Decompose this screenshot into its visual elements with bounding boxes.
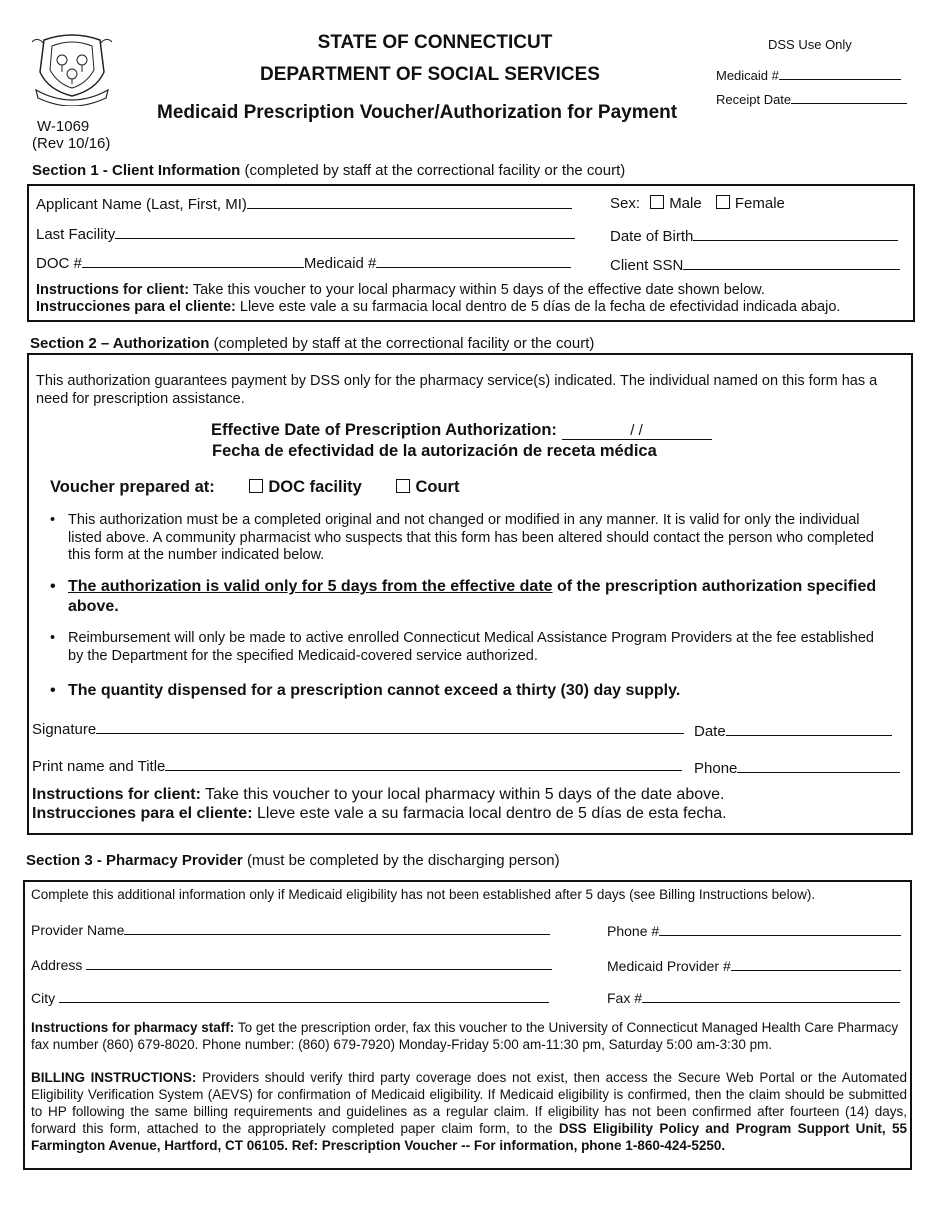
section2-subtitle: (completed by staff at the correctional facility or the court): [213, 335, 595, 352]
dss-medicaid-line[interactable]: [779, 65, 901, 80]
provider-name-label: Provider Name: [31, 922, 125, 938]
female-checkbox[interactable]: [716, 195, 730, 209]
instr2-en-text: Take this voucher to your local pharmacy within 5 days of the date above.: [205, 786, 725, 803]
phone-line[interactable]: [737, 758, 900, 773]
receipt-date-line[interactable]: [791, 89, 907, 104]
billing-instructions-contact: DSS Eligibility Policy and Program Support Unit, 55 Farmington Avenue, Hartford, CT 06105. Ref: Prescription Voucher -- For information, phone 1-860-424-5250.: [31, 1121, 907, 1153]
city-label: City: [31, 990, 56, 1006]
print-name-line[interactable]: [165, 756, 682, 771]
bullet-icon: •: [50, 630, 56, 646]
bullet-quantity: [50, 681, 890, 701]
section2-intro: This authorization guarantees payment by DSS only for the pharmacy service(s) indicated. The individual named on this form has a need for prescription assistance.: [36, 373, 878, 407]
print-name-label: Print name and Title: [32, 758, 166, 775]
form-number: W-1069: [37, 118, 90, 135]
male-checkbox[interactable]: [650, 195, 664, 209]
instr-en-label: Instructions for client:: [36, 282, 190, 298]
voucher-prepared-row: [50, 478, 459, 497]
section1-subtitle: (completed by staff at the correctional facility or the court): [244, 162, 626, 179]
medicaid-provider-field[interactable]: [607, 956, 901, 974]
phone-field[interactable]: [694, 758, 900, 777]
female-label: Female: [734, 195, 785, 212]
section3-title: Section 3 - Pharmacy Provider: [26, 852, 243, 869]
section3-intro: Complete this additional information only if Medicaid eligibility has not been established after 5 days (see Billing Instructions below).: [31, 887, 816, 902]
dss-use-only: DSS Use Only: [768, 37, 852, 52]
section2-title: Section 2 – Authorization: [30, 335, 210, 352]
dss-medicaid-label: Medicaid #: [716, 68, 779, 83]
voucher-prepared-label: Voucher prepared at:: [50, 478, 215, 496]
form-revision: (Rev 10/16): [32, 135, 111, 152]
doc-facility-label: DOC facility: [268, 478, 362, 496]
bullet-icon: •: [50, 512, 56, 528]
pharmacy-instructions-text: To get the prescription order, fax this voucher to the University of Connecticut Managed Health Care Pharmacy fax number (860) 679-8020. Phone number: (860) 679-7920) Monday-Friday 5:00 am-11:30 pm, Saturday 5:00 am-3:30 pm.: [31, 1020, 899, 1052]
provider-phone-field[interactable]: [607, 921, 901, 939]
section2-instructions-en: [32, 786, 724, 804]
instr-en-text: Take this voucher to your local pharmacy within 5 days of the effective date shown below.: [192, 282, 765, 298]
receipt-date-field[interactable]: [716, 89, 907, 107]
dss-medicaid-field[interactable]: [716, 65, 901, 83]
dob-label: Date of Birth: [610, 228, 694, 245]
section1-heading: [32, 162, 625, 179]
section3-heading: [26, 852, 560, 869]
provider-name-line[interactable]: [124, 920, 550, 935]
bullet-validity-rest: of the prescription authorization specified above.: [68, 578, 877, 615]
section2-instructions-es: [32, 805, 727, 823]
effective-date-field[interactable]: [211, 421, 712, 440]
receipt-date-label: Receipt Date: [716, 92, 792, 107]
signature-date-line[interactable]: [726, 721, 892, 736]
medicaid-provider-line[interactable]: [731, 956, 901, 971]
sex-field: [610, 195, 785, 212]
section1-instructions-es: [36, 299, 840, 315]
last-facility-label: Last Facility: [36, 226, 116, 243]
provider-phone-label: Phone #: [607, 923, 660, 939]
instr2-es-label: Instrucciones para el cliente:: [32, 805, 253, 822]
print-name-field[interactable]: [32, 756, 682, 775]
instr2-en-label: Instructions for client:: [32, 786, 201, 803]
fax-line[interactable]: [642, 988, 900, 1003]
fax-label: Fax #: [607, 990, 643, 1006]
section3-subtitle: (must be completed by the discharging person): [246, 852, 560, 869]
phone-label: Phone: [694, 760, 738, 777]
dob-line[interactable]: [693, 226, 898, 241]
client-ssn-label: Client SSN: [610, 257, 684, 274]
applicant-name-line[interactable]: [247, 194, 572, 209]
pharmacy-instructions-label: Instructions for pharmacy staff:: [31, 1020, 235, 1035]
billing-instructions-text: Providers should verify third party coverage does not exist, then access the Secure Web Portal or the Automated Eligibility Verification System (AEVS) for confirmation of Medicaid eligibility. If Medicaid eligibility is confirmed, then the claim should be submitted to HP following the same billing requirements and guidelines as a regular claim. If eligibility has not been confirmed after fourteen (14) days, forward this form, attached to the appropriately completed paper claim form, to the: [31, 1070, 907, 1136]
state-seal: [26, 32, 118, 106]
instr-es-text: Lleve este vale a su farmacia local dentro de 5 días de la fecha de efectividad indicada abajo.: [239, 299, 841, 315]
form-title: Medicaid Prescription Voucher/Authorization for Payment: [157, 102, 678, 123]
last-facility-field[interactable]: [36, 224, 575, 243]
bullet-original-form: [50, 512, 890, 565]
applicant-name-label: Applicant Name (Last, First, MI): [36, 196, 247, 213]
bullet-quantity-text: The quantity dispensed for a prescription cannot exceed a thirty (30) day supply.: [68, 682, 681, 699]
sex-label: Sex:: [610, 195, 641, 212]
instr-es-label: Instrucciones para el cliente:: [36, 299, 236, 315]
bullet-validity: [50, 577, 890, 616]
department-heading: DEPARTMENT OF SOCIAL SERVICES: [260, 64, 600, 85]
medicaid-provider-label: Medicaid Provider #: [607, 958, 731, 974]
fax-field[interactable]: [607, 988, 900, 1006]
section1-title: Section 1 - Client Information: [32, 162, 241, 179]
signature-date-label: Date: [694, 723, 726, 740]
billing-instructions: [31, 1069, 907, 1154]
client-ssn-line[interactable]: [683, 255, 900, 270]
state-heading: STATE OF CONNECTICUT: [317, 32, 553, 53]
city-line[interactable]: [59, 988, 549, 1003]
billing-instructions-label: BILLING INSTRUCTIONS:: [31, 1070, 197, 1085]
doc-number-field[interactable]: [36, 253, 571, 272]
court-checkbox[interactable]: [396, 479, 410, 493]
signature-line[interactable]: [96, 719, 684, 734]
last-facility-line[interactable]: [115, 224, 575, 239]
address-line[interactable]: [86, 955, 552, 970]
effective-date-label: Effective Date of Prescription Authorization:: [211, 421, 557, 439]
client-ssn-field[interactable]: [610, 255, 900, 274]
doc-number-label: DOC #: [36, 255, 82, 272]
client-medicaid-label: Medicaid #: [303, 255, 377, 272]
court-label: Court: [415, 478, 460, 496]
doc-number-line[interactable]: [82, 253, 304, 268]
address-label: Address: [31, 957, 83, 973]
bullet-icon: •: [50, 682, 56, 699]
dob-field[interactable]: [610, 226, 898, 245]
provider-name-field[interactable]: [31, 920, 550, 938]
doc-facility-checkbox[interactable]: [249, 479, 263, 493]
bullet-reimbursement: [50, 630, 890, 665]
signature-label: Signature: [32, 721, 97, 738]
pharmacy-instructions: [31, 1019, 907, 1053]
section2-heading: [30, 335, 594, 352]
bullet-reimbursement-text: Reimbursement will only be made to active enrolled Connecticut Medical Assistance Program Providers at the fee established by the Department for the specified Medicaid-covered service authorized.: [68, 630, 874, 664]
effective-date-spanish: Fecha de efectividad de la autorización de receta médica: [212, 442, 657, 460]
bullet-validity-underlined: The authorization is valid only for 5 days from the effective date: [68, 578, 553, 595]
effective-date-line[interactable]: / /: [562, 422, 712, 440]
signature-date-field[interactable]: [694, 721, 892, 740]
bullet-original-form-text: This authorization must be a completed original and not changed or modified in any manner. It is valid for only the individual listed above. A community pharmacist who suspects that this form has been altered should contact the person who completed this form at the number indicated below.: [68, 512, 874, 563]
bullet-icon: •: [50, 578, 56, 595]
provider-phone-line[interactable]: [659, 921, 901, 936]
male-label: Male: [669, 195, 702, 212]
address-field[interactable]: [31, 955, 552, 973]
signature-field[interactable]: [32, 719, 684, 738]
applicant-name-field[interactable]: [36, 194, 572, 213]
seal-icon: [26, 32, 118, 106]
instr2-es-text: Lleve este vale a su farmacia local dentro de 5 días de esta fecha.: [256, 805, 727, 822]
section1-instructions-en: [36, 282, 765, 298]
client-medicaid-line[interactable]: [376, 253, 571, 268]
city-field[interactable]: [31, 988, 549, 1006]
